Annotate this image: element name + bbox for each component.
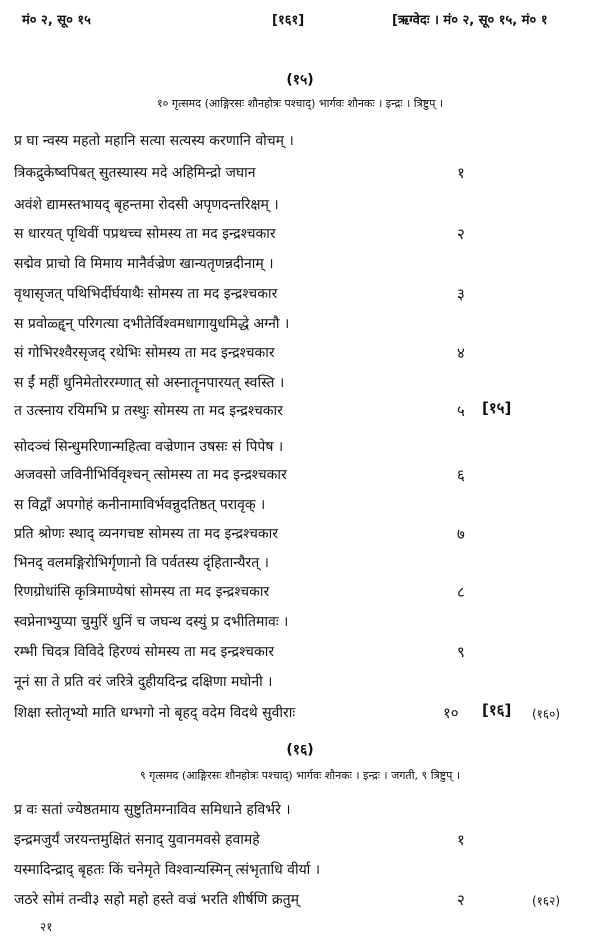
verse-line: प्र घा न्वस्य महतो महानि सत्या सत्यस्य करणानि वोचम् । [14, 133, 294, 149]
verse-line: त्रिकद्रुकेष्वपिबत् सुतस्यास्य मदे अहिमिन्द्रो जघान [14, 165, 256, 181]
varga-mark: [१६] [482, 701, 512, 719]
verse-number: ८ [457, 583, 465, 601]
verse-line: स्वप्नेनाभ्युप्या चुमुरिं धुनिं च जघन्थ दस्युं प्र दभीतिमावः । [14, 614, 289, 630]
verse-number: २ [457, 891, 465, 909]
hymn-16-subtitle: ९ गृत्समद (आङ्गिरसः शौनहोत्रः पश्चाद्) भार्गवः शौनकः । इन्द्रः । जगती, ९ त्रिष्टुप् । [139, 769, 461, 782]
verse-line: नूनं सा ते प्रति वरं जरित्रे दुहीयदिन्द्र दक्षिणा मघोनी । [14, 674, 273, 690]
verse-line: अवंशे द्यामस्तभायद् बृहन्तमा रोदसी अपृणदन्तरिक्षम् । [14, 197, 279, 213]
verse-number: २ [457, 225, 465, 243]
verse-line: अजवसो जविनीभिर्विवृश्चन् त्सोमस्य ता मद इन्द्रश्चकार [14, 467, 287, 483]
verse-line: सोदञ्चं सिन्धुमरिणान्महित्वा वज्रेणान उषसः सं पिपेष । [14, 439, 284, 455]
verse-line: स प्रवोळ्हॄन् परिगत्या दभीतेर्विश्वमधागायुधमिद्धे अग्नौ । [14, 316, 290, 332]
verse-line: यस्मादिन्द्राद् बृहतः किं चनेमृते विश्वान्यस्मिन् त्संभृताधि वीर्या । [14, 862, 321, 878]
verse-line: रम्भी चिदत्र विविदे हिरण्यं सोमस्य ता मद इन्द्रश्चकार [14, 644, 275, 660]
verse-number: ७ [457, 525, 465, 543]
verse-number: ९ [457, 643, 465, 661]
page-reference: (१६०) [532, 707, 561, 721]
hymn-15-number: (१५) [286, 72, 314, 88]
verse-number: १ [457, 831, 465, 849]
verse-line: वृथासृजत् पथिभिर्दीर्घयाथैः सोमस्य ता मद इन्द्रश्चकार [14, 286, 278, 302]
verse-number: ६ [457, 466, 465, 484]
verse-number: १ [457, 164, 465, 182]
running-header-left: मं० २, सू० १५ [22, 13, 91, 28]
verse-number: ४ [457, 344, 465, 362]
verse-line: रिणग्रोधांसि कृत्रिमाण्येषां सोमस्य ता मद इन्द्रश्चकार [14, 584, 270, 600]
signature-mark: २१ [40, 920, 53, 934]
hymn-16-number: (१६) [286, 742, 314, 758]
verse-line: सं गोभिरश्वैरसृजद् रथेभिः सोमस्य ता मद इन्द्रश्चकार [14, 345, 275, 361]
page-reference: (१६२) [532, 894, 561, 908]
verse-number: ५ [457, 402, 465, 420]
verse-line: शिक्षा स्तोतृभ्यो माति धग्भगो नो बृहद् वदेम विदथे सुवीराः [14, 705, 296, 721]
verse-line: स विद्वाँ अपगोहं कनीनामाविर्भवन्नुदतिष्ठत् परावृक् । [14, 497, 266, 513]
verse-line: स धारयत् पृथिवीं पप्रथच्च सोमस्य ता मद इन्द्रश्चकार [14, 226, 276, 242]
verse-line: स ईं महीं धुनिमेतोररम्णात् सो अस्नातॄनपारयत् स्वस्ति । [14, 375, 285, 391]
running-header-right: [ऋग्वेदः । मं० २, सू० १५, मं० १ [392, 13, 548, 28]
verse-line: इन्द्रमजुर्यं जरयन्तमुक्षितं सनाद् युवानमवसे हवामहे [14, 832, 260, 848]
page-number: [१६१] [272, 13, 305, 28]
verse-line: जठरे सोमं तन्वी३ सहो महो हस्ते वज्रं भरति शीर्षणि क्रतुम् [14, 892, 299, 908]
verse-line: त उत्स्नाय रयिमभि प्र तस्थुः सोमस्य ता मद इन्द्रश्चकार [14, 403, 283, 419]
verse-line: सद्मेव प्राचो वि मिमाय मानैर्वज्रेण खान्यतृणन्नदीनाम् । [14, 256, 274, 272]
verse-number: ३ [457, 285, 465, 303]
verse-line: भिनद् वलमङ्गिरोभिर्गृणानो वि पर्वतस्य दृंहितान्यैरत् । [14, 555, 269, 571]
varga-mark: [१५] [482, 399, 512, 417]
verse-line: प्र वः सतां ज्येष्ठतमाय सुष्टुतिमग्नाविव समिधाने हविर्भरे । [14, 802, 291, 818]
verse-line: प्रति श्रोणः स्थाद् व्यनगचष्ट सोमस्य ता मद इन्द्रश्चकार [14, 526, 279, 542]
verse-number: १० [443, 704, 459, 722]
hymn-15-subtitle: १० गृत्समद (आङ्गिरसः शौनहोत्रः पश्चाद्) भार्गवः शौनकः । इन्द्रः । त्रिष्टुप् । [156, 97, 444, 110]
